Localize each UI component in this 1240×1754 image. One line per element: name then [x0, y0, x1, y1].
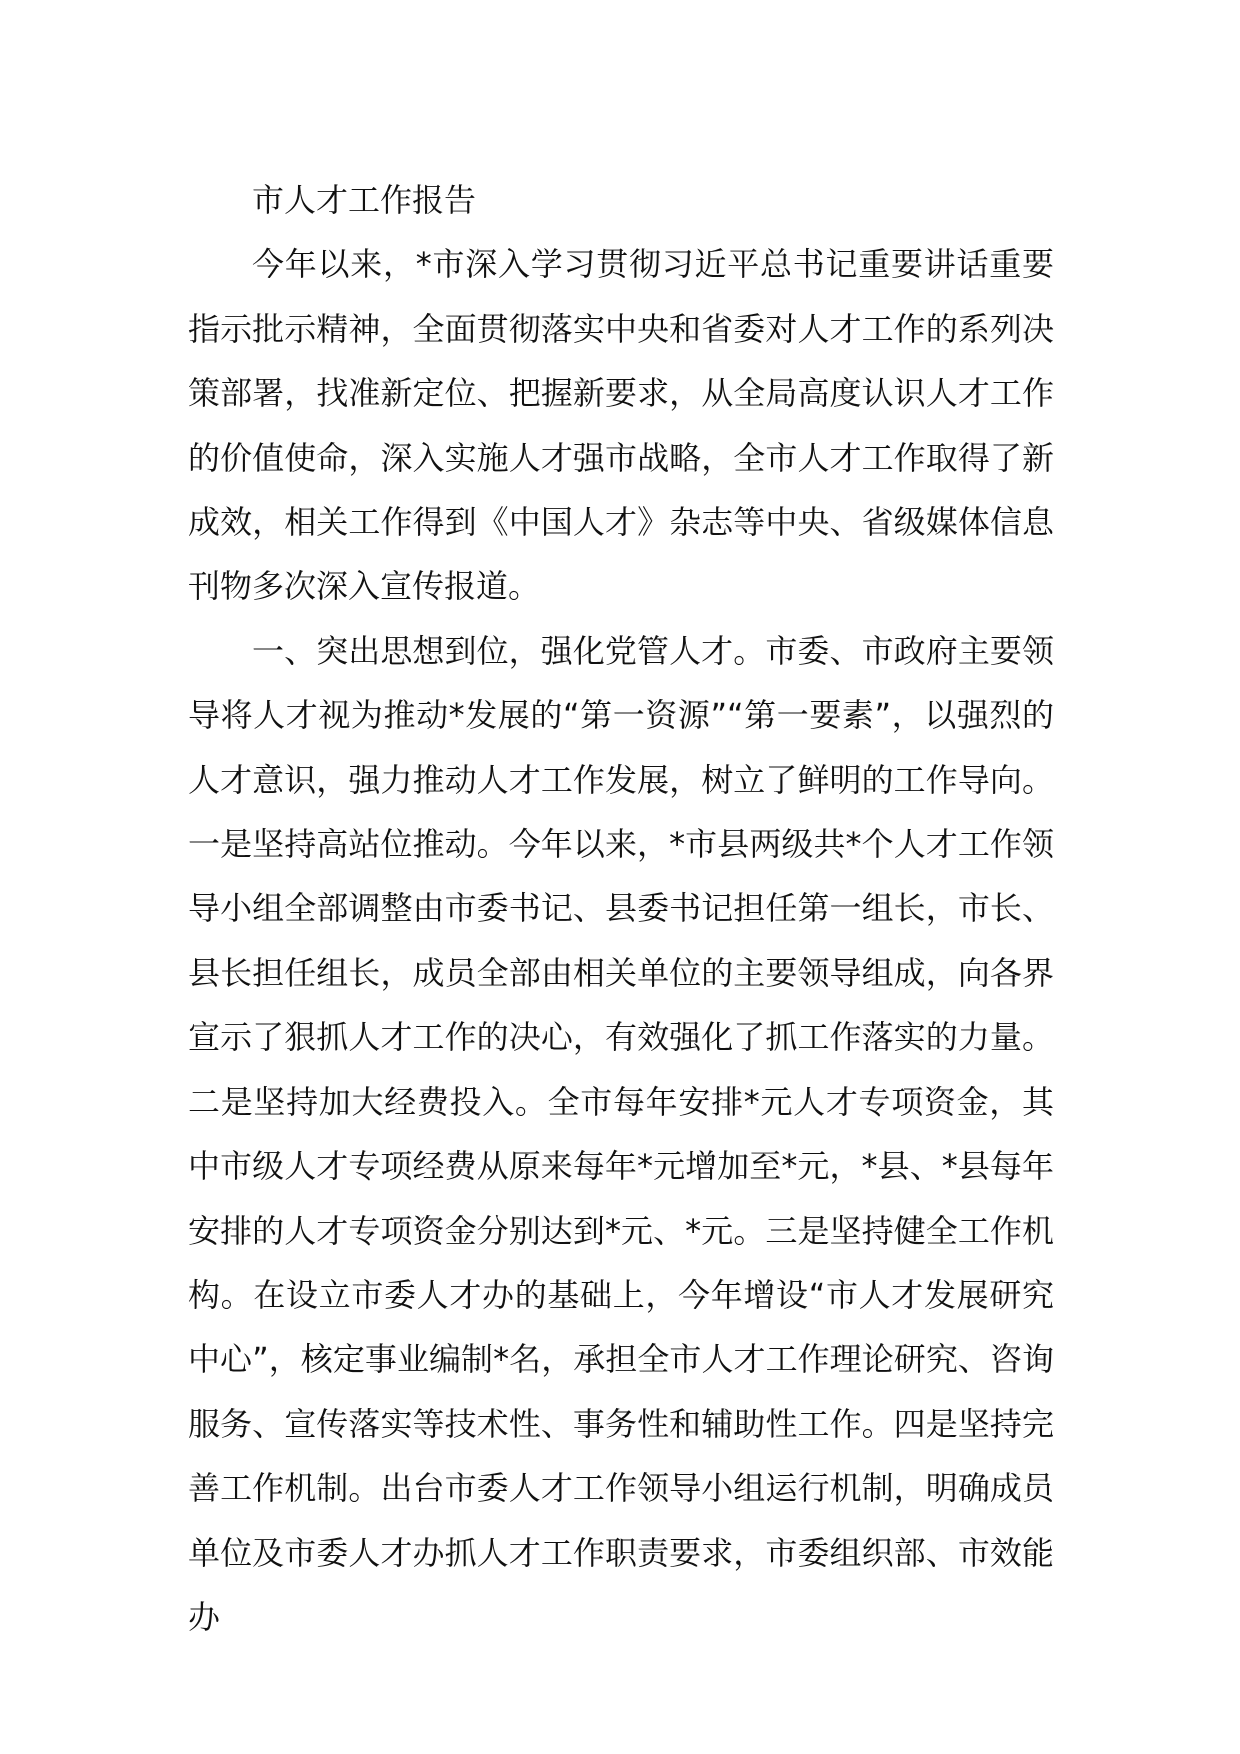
document-body — [188, 168, 1054, 1649]
section-one-paragraph: 一、突出思想到位，强化党管人才。市委、市政府主要领导将人才视为推动*发展的“第一资源”“第一要素”，以强烈的人才意识，强力推动人才工作发展，树立了鲜明的工作导向。一是坚持高站位推动。今年以来，*市县两级共*个人才工作领导小组全部调整由市委书记、县委书记担任第一组长，市长、县长担任组长，成员全部由相关单位的主要领导组成，向各界宣示了狠抓人才工作的决心，有效强化了抓工作落实的力量。二是坚持加大经费投入。全市每年安排*元人才专项资金，其中市级人才专项经费从原来每年*元增加至*元，*县、*县每年安排的人才专项资金分别达到*元、*元。三是坚持健全工作机构。在设立市委人才办的基础上，今年增设“市人才发展研究中心”，核定事业编制*名，承担全市人才工作理论研究、咨询服务、宣传落实等技术性、事务性和辅助性工作。四是坚持完善工作机制。出台市委人才工作领导小组运行机制，明确成员单位及市委人才办抓人才工作职责要求，市委组织部、市效能办 — [188, 631, 1054, 1636]
document-title: 市人才工作报告 — [252, 181, 477, 219]
intro-paragraph: 今年以来，*市深入学习贯彻习近平总书记重要讲话重要指示批示精神，全面贯彻落实中央和省委对人才工作的系列决策部署，找准新定位、把握新要求，从全局高度认识人才工作的价值使命，深入实施人才强市战略，全市人才工作取得了新成效，相关工作得到《中国人才》杂志等中央、省级媒体信息刊物多次深入宣传报道。 — [188, 245, 1054, 606]
